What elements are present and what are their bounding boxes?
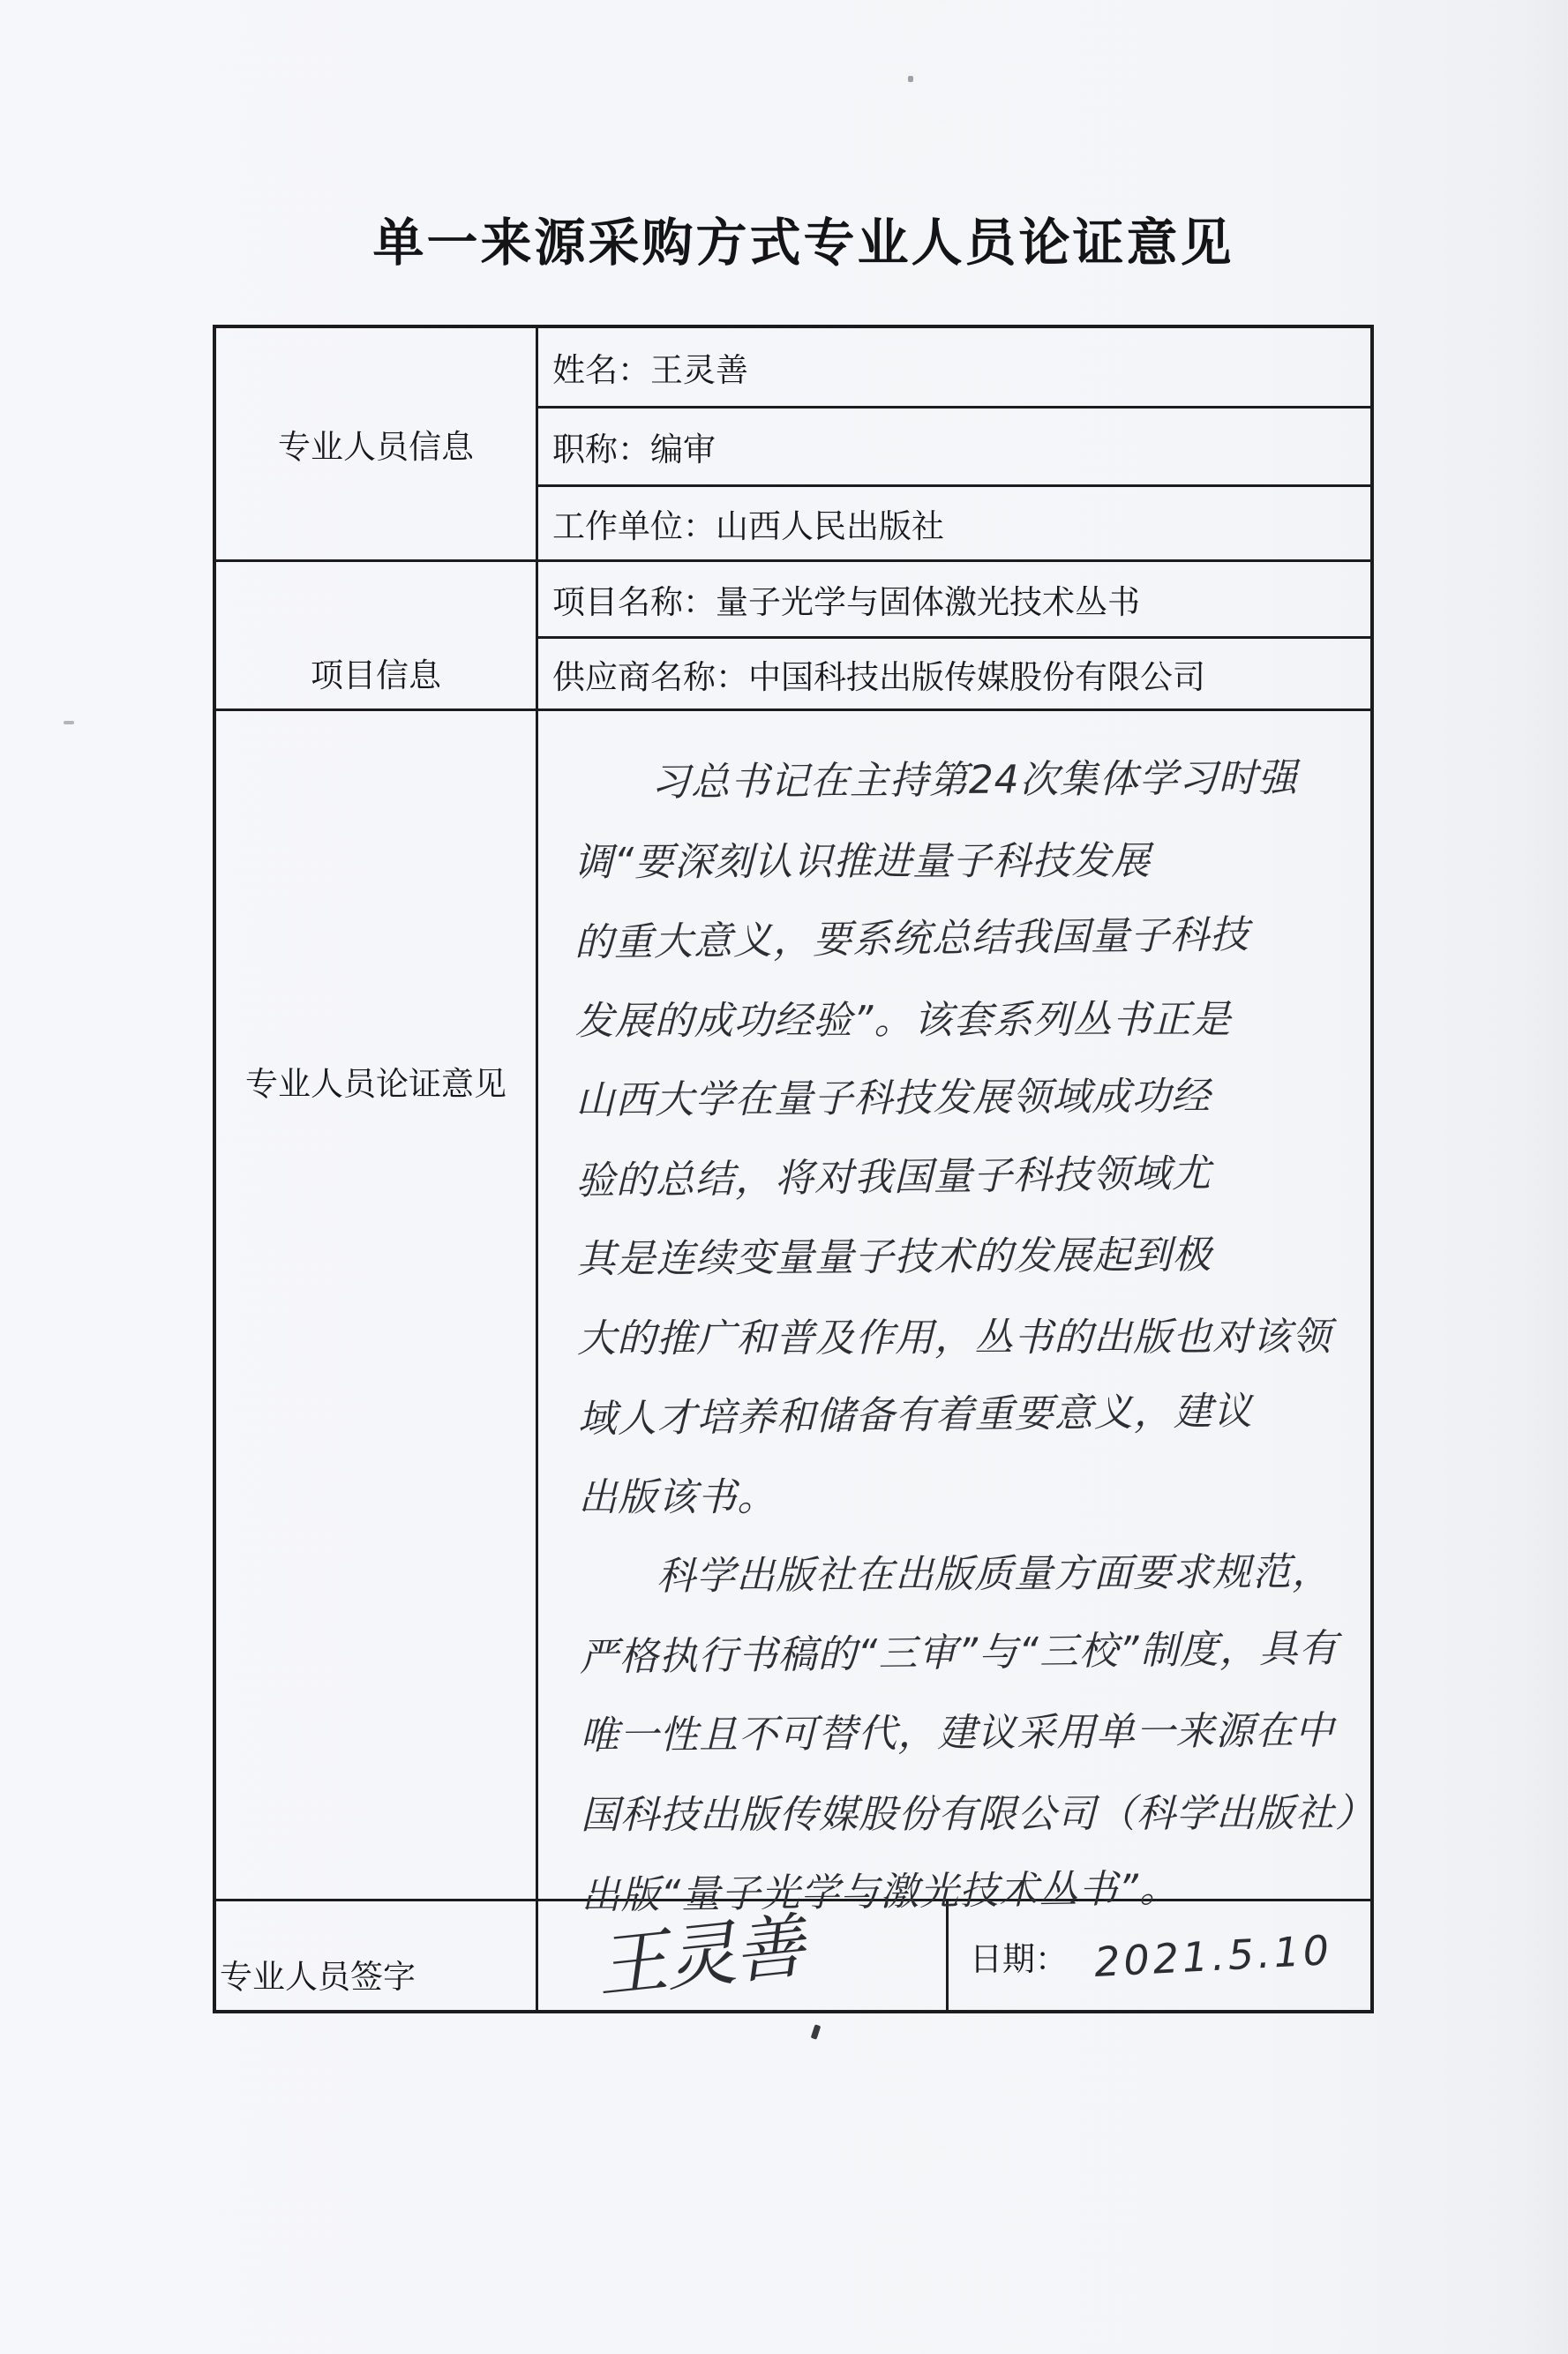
- handwritten-signature: 王灵善: [592, 1905, 807, 2008]
- signature-label-cell: [216, 1901, 538, 2010]
- project-section-label: 项目信息: [311, 658, 441, 694]
- page-title: 单一来源采购方式专业人员论证意见: [372, 214, 1234, 272]
- handwritten-line: 其是连续变量量子技术的发展起到极: [576, 1232, 1212, 1282]
- personnel-job-title-cell: [538, 409, 1370, 487]
- scan-artifact: [64, 721, 74, 724]
- opinion-section-label: 专业人员论证意见: [245, 1067, 506, 1103]
- handwritten-line: 大的推广和普及作用，丛书的出版也对该领: [577, 1314, 1332, 1362]
- supplier-name-text: 供应商名称：中国科技出版传媒股份有限公司: [552, 659, 1205, 696]
- handwritten-line: 出版“量子光学与激光技术丛书”。: [581, 1866, 1180, 1919]
- project-section-label-cell: [216, 562, 538, 711]
- opinion-form-table: [213, 325, 1374, 2013]
- personnel-employer-cell: [538, 487, 1370, 562]
- handwritten-line: 科学出版社在出版质量方面要求规范，: [656, 1549, 1332, 1600]
- opinion-content-cell: [538, 711, 1375, 1919]
- handwritten-line: 山西大学在量子科技发展领域成功经: [575, 1073, 1212, 1123]
- scan-artifact: [908, 76, 913, 82]
- project-name-text: 项目名称：量子光学与固体激光技术丛书: [552, 585, 1140, 621]
- handwritten-line: 严格执行书稿的“三审”与“三校”制度，具有: [579, 1625, 1339, 1681]
- supplier-name-cell: [538, 639, 1370, 711]
- handwritten-line: 的重大意义，要系统总结我国量子科技: [574, 911, 1250, 966]
- personnel-name-cell: [538, 328, 1370, 409]
- personnel-section-label: 专业人员信息: [278, 430, 474, 466]
- handwritten-line: 出版该书。: [578, 1474, 777, 1521]
- personnel-job-title-text: 职称：编审: [552, 432, 716, 469]
- scan-artifact: [811, 2024, 822, 2039]
- handwritten-line: 国科技出版传媒股份有限公司（科学出版社）: [580, 1790, 1375, 1839]
- handwritten-line: 习总书记在主持第24次集体学习时强: [650, 755, 1298, 806]
- personnel-employer-text: 工作单位：山西人民出版社: [552, 509, 944, 545]
- personnel-name-text: 姓名：王灵善: [552, 353, 748, 389]
- handwritten-line: 发展的成功经验”。该套系列丛书正是: [574, 997, 1232, 1045]
- date-label: 日期：: [970, 1941, 1068, 1978]
- handwritten-line: 调“要深刻认识推进量子科技发展: [574, 838, 1152, 886]
- handwritten-date: 2021.5.10: [1092, 1925, 1334, 1986]
- handwritten-line: 域人才培养和储备有着重要意义，建议: [577, 1388, 1254, 1443]
- handwritten-line: 验的总结，将对我国量子科技领域尤: [575, 1151, 1212, 1204]
- opinion-section-label-cell: [216, 711, 538, 1901]
- project-name-cell: [538, 562, 1370, 639]
- handwritten-line: 唯一性且不可替代，建议采用单一来源在中: [580, 1708, 1335, 1758]
- signature-label: 专业人员签字: [220, 1960, 416, 1996]
- handwritten-opinion: [534, 708, 1375, 1936]
- personnel-section-label-cell: [216, 328, 538, 562]
